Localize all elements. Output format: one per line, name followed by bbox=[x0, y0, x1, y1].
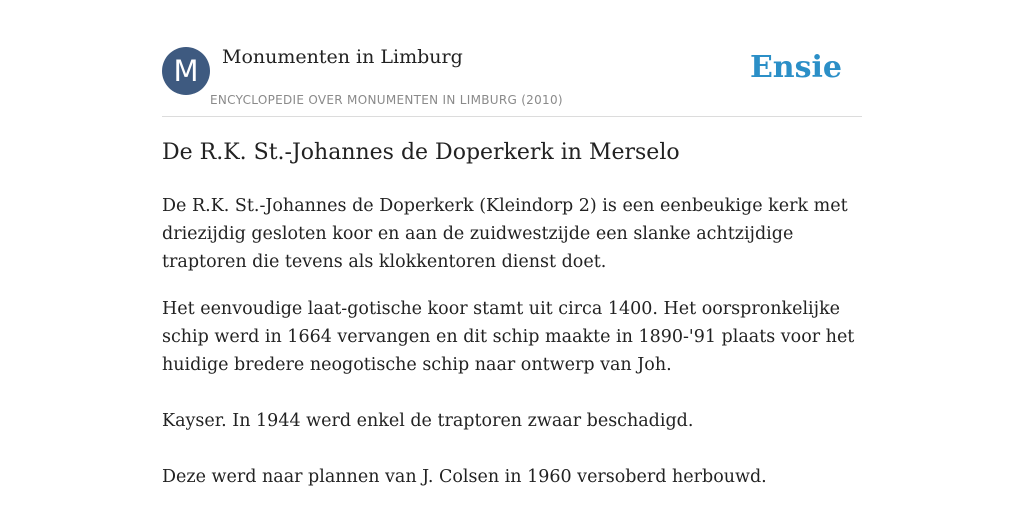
entry-paragraph: Kayser. In 1944 werd enkel de traptoren zwaar beschadigd. bbox=[162, 411, 694, 431]
source-title-link[interactable]: Monumenten in Limburg bbox=[222, 46, 463, 68]
entry-body bbox=[162, 192, 868, 510]
entry-title: De R.K. St.-Johannes de Doperkerk in Merselo bbox=[162, 140, 680, 165]
source-header bbox=[162, 46, 862, 117]
entry-paragraph: De R.K. St.-Johannes de Doperkerk (Kleindorp 2) is een eenbeukige kerk met driezijdig gesloten koor en aan de zuidwestzijde een slanke achtzijdige traptoren die tevens als klokkentoren dienst doet. bbox=[162, 196, 848, 272]
entry-paragraph: Deze werd naar plannen van J. Colsen in 1960 versoberd herbouwd. bbox=[162, 467, 767, 487]
avatar[interactable]: M bbox=[162, 47, 210, 95]
ensie-logo-link[interactable]: Ensie bbox=[749, 50, 842, 85]
source-subtitle: ENCYCLOPEDIE OVER MONUMENTEN IN LIMBURG (2010) bbox=[210, 93, 563, 107]
entry-paragraph: Het eenvoudige laat-gotische koor stamt uit circa 1400. Het oorspronkelijke schip werd in 1664 vervangen en dit schip maakte in 1890-'91 plaats voor het huidige bredere neogotische schip naar ontwerp van Joh. bbox=[162, 299, 855, 375]
